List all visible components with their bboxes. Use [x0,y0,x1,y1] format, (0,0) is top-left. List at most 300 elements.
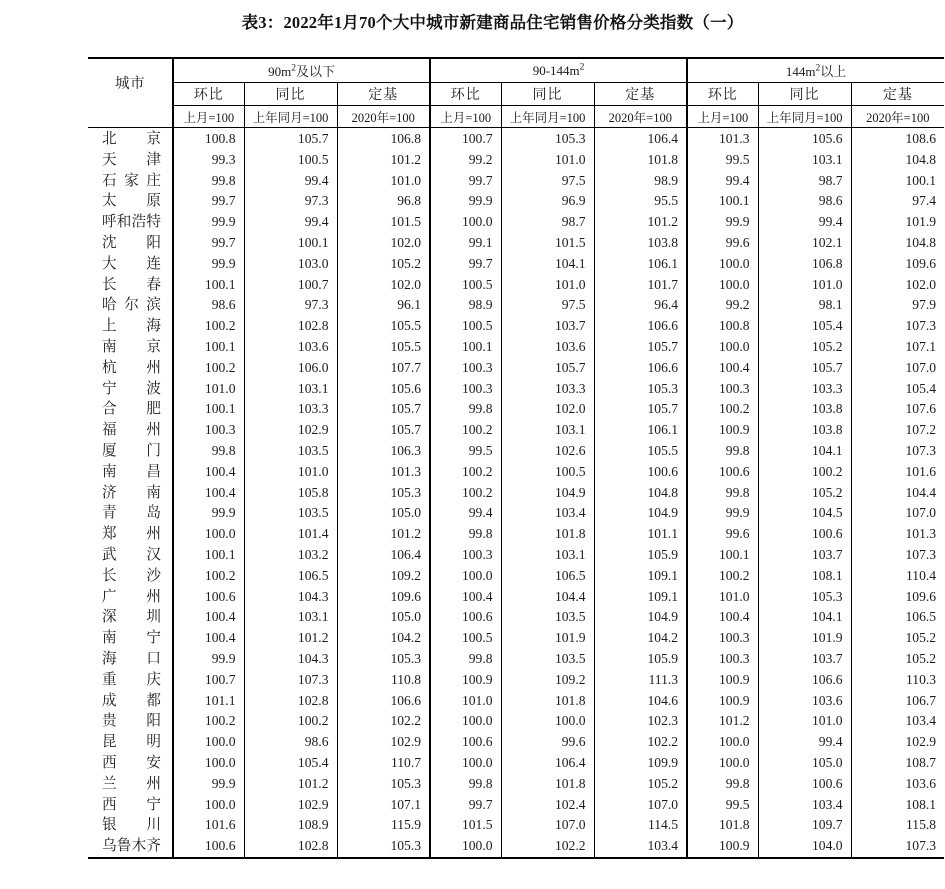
index-value-cell: 101.0 [430,691,501,712]
city-name-cell: 宁波 [102,380,161,397]
index-value-cell: 106.6 [594,358,687,379]
index-value-cell: 96.1 [337,295,430,316]
index-value-cell: 100.6 [594,462,687,483]
city-name-cell: 深圳 [102,609,161,626]
index-value-cell: 105.7 [758,358,851,379]
index-value-cell: 109.2 [501,670,594,691]
index-value-cell: 109.6 [337,587,430,608]
index-value-cell: 100.9 [687,670,758,691]
table-row [88,503,944,524]
index-value-cell: 106.8 [337,128,430,150]
index-value-cell: 101.0 [501,150,594,171]
index-value-cell: 109.1 [594,566,687,587]
index-value-cell: 100.3 [430,358,501,379]
index-value-cell: 105.9 [594,649,687,670]
index-value-cell: 106.5 [244,566,337,587]
index-value-cell: 104.9 [501,483,594,504]
index-value-cell: 99.9 [430,191,501,212]
table-row [88,212,944,233]
index-value-cell: 103.4 [758,795,851,816]
index-value-cell: 106.4 [501,753,594,774]
index-value-cell: 99.3 [173,150,244,171]
table-row [88,628,944,649]
index-value-cell: 103.7 [501,316,594,337]
city-name-cell: 大连 [102,255,161,272]
index-value-cell: 99.7 [173,191,244,212]
index-value-cell: 100.4 [173,483,244,504]
index-value-cell: 100.0 [687,275,758,296]
index-value-cell: 99.9 [687,212,758,233]
header-measure-g1-yoy: 同比 [501,83,594,106]
index-value-cell: 101.8 [501,691,594,712]
index-value-cell: 105.4 [244,753,337,774]
index-value-cell: 102.1 [758,233,851,254]
index-value-cell: 99.4 [687,171,758,192]
index-value-cell: 99.8 [430,774,501,795]
index-value-cell: 100.1 [173,275,244,296]
index-value-cell: 103.7 [758,649,851,670]
index-value-cell: 103.1 [501,420,594,441]
index-value-cell: 108.7 [851,753,944,774]
index-value-cell: 98.6 [758,191,851,212]
city-name-cell: 福州 [102,422,161,439]
city-name-cell: 银川 [102,817,161,834]
city-name-cell: 乌鲁木齐 [88,836,173,858]
index-value-cell: 102.9 [244,795,337,816]
index-value-cell: 102.4 [501,795,594,816]
city-name-cell: 广州 [102,588,161,605]
index-value-cell: 105.5 [337,316,430,337]
index-value-cell: 101.8 [501,774,594,795]
index-value-cell: 100.2 [173,358,244,379]
index-value-cell: 99.7 [173,233,244,254]
index-value-cell: 103.3 [244,399,337,420]
index-value-cell: 102.0 [337,275,430,296]
index-value-cell: 104.1 [501,254,594,275]
index-value-cell: 100.3 [173,420,244,441]
index-value-cell: 100.4 [430,587,501,608]
index-value-cell: 103.8 [758,399,851,420]
index-value-cell: 100.8 [173,128,244,150]
index-value-cell: 100.4 [687,607,758,628]
index-value-cell: 100.1 [173,545,244,566]
index-value-cell: 101.0 [758,275,851,296]
index-value-cell: 100.2 [173,316,244,337]
index-value-cell: 106.5 [851,607,944,628]
index-value-cell: 106.4 [337,545,430,566]
city-name-cell: 海口 [102,650,161,667]
index-value-cell: 102.2 [337,711,430,732]
index-value-cell: 115.8 [851,815,944,836]
index-value-cell: 107.2 [851,420,944,441]
index-value-cell: 107.0 [594,795,687,816]
index-value-cell: 101.2 [337,524,430,545]
index-value-cell: 104.8 [851,150,944,171]
header-base-g0-base: 2020年=100 [337,106,430,128]
index-value-cell: 101.8 [501,524,594,545]
index-value-cell: 106.6 [758,670,851,691]
index-value-cell: 100.2 [758,462,851,483]
index-value-cell: 105.7 [594,337,687,358]
index-value-cell: 99.8 [430,524,501,545]
index-value-cell: 100.8 [687,316,758,337]
index-value-cell: 100.0 [501,711,594,732]
city-name-cell: 天津 [102,151,161,168]
header-measure-g0-base: 定基 [337,83,430,106]
index-value-cell: 105.4 [758,316,851,337]
index-value-cell: 105.3 [501,128,594,150]
index-value-cell: 103.6 [851,774,944,795]
index-value-cell: 105.7 [501,358,594,379]
index-value-cell: 105.3 [758,587,851,608]
index-value-cell: 110.4 [851,566,944,587]
index-value-cell: 103.6 [244,337,337,358]
index-value-cell: 100.0 [173,524,244,545]
index-value-cell: 105.3 [337,836,430,858]
table-row [88,545,944,566]
index-value-cell: 103.4 [594,836,687,858]
index-value-cell: 101.8 [687,815,758,836]
index-value-cell: 97.3 [244,295,337,316]
index-value-cell: 100.3 [687,649,758,670]
index-value-cell: 102.8 [244,316,337,337]
index-value-cell: 100.0 [687,732,758,753]
header-row-groups [88,58,944,83]
index-value-cell: 100.9 [430,670,501,691]
index-value-cell: 100.0 [173,795,244,816]
index-value-cell: 100.0 [687,753,758,774]
index-value-cell: 100.4 [173,628,244,649]
index-value-cell: 101.5 [430,815,501,836]
index-value-cell: 101.5 [337,212,430,233]
index-value-cell: 100.5 [430,628,501,649]
index-value-cell: 102.0 [337,233,430,254]
header-measure-g2-base: 定基 [851,83,944,106]
index-value-cell: 99.9 [173,254,244,275]
index-value-cell: 99.7 [430,254,501,275]
index-value-cell: 107.3 [851,545,944,566]
index-value-cell: 105.7 [244,128,337,150]
index-value-cell: 109.2 [337,566,430,587]
index-value-cell: 100.1 [173,337,244,358]
index-value-cell: 104.2 [337,628,430,649]
table-body [88,128,944,858]
header-base-g2-base: 2020年=100 [851,106,944,128]
index-value-cell: 103.4 [851,711,944,732]
index-value-cell: 100.0 [430,566,501,587]
index-value-cell: 103.8 [758,420,851,441]
index-value-cell: 101.8 [594,150,687,171]
index-value-cell: 98.7 [758,171,851,192]
index-value-cell: 103.3 [758,379,851,400]
table-row [88,337,944,358]
header-row-measures [88,83,944,106]
index-value-cell: 100.9 [687,691,758,712]
index-value-cell: 103.3 [501,379,594,400]
index-value-cell: 104.9 [594,607,687,628]
header-measure-g1-mom: 环比 [430,83,501,106]
city-name-cell: 青岛 [102,505,161,522]
index-value-cell: 114.5 [594,815,687,836]
header-base-g2-mom: 上月=100 [687,106,758,128]
index-value-cell: 99.8 [687,441,758,462]
table-row [88,275,944,296]
city-name-cell: 成都 [102,692,161,709]
index-value-cell: 100.6 [758,774,851,795]
index-value-cell: 102.2 [501,836,594,858]
index-value-cell: 99.8 [173,171,244,192]
header-base-g1-mom: 上月=100 [430,106,501,128]
index-value-cell: 105.3 [337,774,430,795]
index-value-cell: 100.0 [430,212,501,233]
index-value-cell: 103.8 [594,233,687,254]
index-value-cell: 102.6 [501,441,594,462]
index-value-cell: 98.7 [501,212,594,233]
index-value-cell: 100.6 [430,732,501,753]
index-value-cell: 102.9 [851,732,944,753]
index-value-cell: 103.6 [758,691,851,712]
table-row [88,836,944,858]
index-value-cell: 104.6 [594,691,687,712]
index-value-cell: 97.5 [501,295,594,316]
index-value-cell: 99.9 [687,503,758,524]
index-value-cell: 104.4 [851,483,944,504]
index-value-cell: 100.2 [173,711,244,732]
index-value-cell: 102.9 [337,732,430,753]
index-value-cell: 107.1 [851,337,944,358]
city-name-cell: 哈尔滨 [102,297,161,314]
index-value-cell: 100.3 [687,379,758,400]
index-value-cell: 104.1 [758,607,851,628]
table-row [88,441,944,462]
city-name-cell: 杭州 [102,359,161,376]
index-value-cell: 100.1 [687,545,758,566]
index-value-cell: 97.3 [244,191,337,212]
index-value-cell: 100.2 [687,399,758,420]
table-row [88,128,944,150]
index-value-cell: 99.8 [173,441,244,462]
index-value-cell: 101.2 [594,212,687,233]
index-value-cell: 106.1 [594,420,687,441]
index-value-cell: 104.0 [758,836,851,858]
city-name-cell: 石家庄 [102,172,161,189]
index-value-cell: 96.9 [501,191,594,212]
index-value-cell: 102.8 [244,836,337,858]
index-value-cell: 103.7 [758,545,851,566]
index-value-cell: 107.3 [851,836,944,858]
index-value-cell: 98.9 [594,171,687,192]
table-row [88,316,944,337]
index-value-cell: 99.5 [430,441,501,462]
index-value-cell: 98.6 [173,295,244,316]
table-row [88,150,944,171]
index-value-cell: 100.1 [173,399,244,420]
index-value-cell: 105.0 [337,503,430,524]
city-name-cell: 西宁 [102,796,161,813]
index-value-cell: 106.1 [594,254,687,275]
index-value-cell: 101.9 [501,628,594,649]
table-row [88,358,944,379]
index-value-cell: 103.5 [501,607,594,628]
index-value-cell: 96.8 [337,191,430,212]
city-name-cell: 南昌 [102,463,161,480]
index-value-cell: 102.0 [501,399,594,420]
header-measure-g1-base: 定基 [594,83,687,106]
index-value-cell: 102.2 [594,732,687,753]
index-value-cell: 102.9 [244,420,337,441]
table-row [88,732,944,753]
index-value-cell: 109.7 [758,815,851,836]
index-value-cell: 105.4 [851,379,944,400]
index-value-cell: 104.1 [758,441,851,462]
index-value-cell: 100.0 [430,753,501,774]
index-value-cell: 99.8 [687,483,758,504]
index-value-cell: 102.0 [851,275,944,296]
index-value-cell: 110.8 [337,670,430,691]
city-name-cell: 武汉 [102,546,161,563]
header-city: 城市 [88,58,173,106]
index-value-cell: 100.2 [687,566,758,587]
index-value-cell: 105.7 [337,399,430,420]
index-value-cell: 100.0 [430,711,501,732]
index-value-cell: 106.4 [594,128,687,150]
index-value-cell: 105.5 [337,337,430,358]
city-name-cell: 南宁 [102,630,161,647]
header-base-g0-mom: 上月=100 [173,106,244,128]
index-value-cell: 105.7 [337,420,430,441]
index-value-cell: 101.1 [594,524,687,545]
index-value-cell: 99.2 [430,150,501,171]
index-value-cell: 98.9 [430,295,501,316]
city-name-cell: 呼和浩特 [102,214,161,231]
table-row [88,379,944,400]
index-value-cell: 101.9 [851,212,944,233]
table-row [88,753,944,774]
index-value-cell: 100.6 [173,836,244,858]
index-value-cell: 97.9 [851,295,944,316]
index-value-cell: 104.3 [244,649,337,670]
header-group-1: $90-144m^2$ [430,58,687,83]
index-value-cell: 100.5 [244,150,337,171]
index-value-cell: 104.8 [594,483,687,504]
index-value-cell: 99.9 [173,649,244,670]
price-index-table [88,57,944,859]
index-value-cell: 106.3 [337,441,430,462]
index-value-cell: 105.2 [851,649,944,670]
index-value-cell: 97.4 [851,191,944,212]
index-value-cell: 99.7 [430,795,501,816]
index-value-cell: 105.9 [594,545,687,566]
header-row-bases [88,106,944,128]
index-value-cell: 99.5 [687,795,758,816]
index-value-cell: 100.0 [687,337,758,358]
city-name-cell: 贵阳 [102,713,161,730]
table-row [88,587,944,608]
index-value-cell: 105.2 [337,254,430,275]
index-value-cell: 100.3 [430,379,501,400]
index-value-cell: 107.1 [337,795,430,816]
index-value-cell: 99.8 [430,399,501,420]
index-value-cell: 96.4 [594,295,687,316]
index-value-cell: 100.6 [430,607,501,628]
index-table-container [88,57,937,859]
index-value-cell: 107.3 [851,441,944,462]
table-row [88,171,944,192]
header-base-g1-yoy: 上年同月=100 [501,106,594,128]
index-value-cell: 105.3 [337,649,430,670]
index-value-cell: 100.4 [173,462,244,483]
index-value-cell: 101.6 [851,462,944,483]
table-row [88,420,944,441]
index-value-cell: 99.8 [430,649,501,670]
index-value-cell: 101.5 [501,233,594,254]
index-value-cell: 104.5 [758,503,851,524]
index-value-cell: 105.0 [337,607,430,628]
index-value-cell: 105.8 [244,483,337,504]
index-value-cell: 109.6 [851,254,944,275]
index-value-cell: 103.5 [244,503,337,524]
index-value-cell: 100.3 [687,628,758,649]
index-value-cell: 99.4 [244,212,337,233]
index-value-cell: 99.6 [687,233,758,254]
index-value-cell: 101.0 [501,275,594,296]
index-value-cell: 105.0 [758,753,851,774]
table-row [88,670,944,691]
index-value-cell: 99.6 [501,732,594,753]
index-value-cell: 101.0 [244,462,337,483]
index-value-cell: 103.1 [758,150,851,171]
index-value-cell: 101.0 [687,587,758,608]
header-measure-g2-mom: 环比 [687,83,758,106]
index-value-cell: 105.3 [594,379,687,400]
table-row [88,566,944,587]
header-base-city [88,106,173,128]
index-value-cell: 98.1 [758,295,851,316]
city-name-cell: 重庆 [102,671,161,688]
index-value-cell: 100.7 [244,275,337,296]
index-value-cell: 100.9 [687,836,758,858]
index-value-cell: 108.1 [851,795,944,816]
city-name-cell: 太原 [102,193,161,210]
city-name-cell: 兰州 [102,775,161,792]
index-value-cell: 103.1 [501,545,594,566]
index-value-cell: 100.6 [173,587,244,608]
index-value-cell: 101.9 [758,628,851,649]
header-measure-g0-yoy: 同比 [244,83,337,106]
index-value-cell: 101.7 [594,275,687,296]
index-value-cell: 100.4 [687,358,758,379]
header-base-g0-yoy: 上年同月=100 [244,106,337,128]
index-value-cell: 103.2 [244,545,337,566]
index-value-cell: 104.8 [851,233,944,254]
index-value-cell: 104.3 [244,587,337,608]
table-row [88,711,944,732]
index-value-cell: 100.2 [430,420,501,441]
index-value-cell: 100.5 [430,275,501,296]
index-value-cell: 100.0 [687,254,758,275]
table-row [88,524,944,545]
header-group-2: $144m^2$以上 [687,58,944,83]
index-value-cell: 115.9 [337,815,430,836]
index-value-cell: 100.9 [687,420,758,441]
index-value-cell: 101.2 [244,774,337,795]
index-value-cell: 101.2 [244,628,337,649]
index-value-cell: 101.6 [173,815,244,836]
index-value-cell: 105.2 [594,774,687,795]
index-value-cell: 97.5 [501,171,594,192]
index-value-cell: 107.3 [851,316,944,337]
index-value-cell: 100.3 [430,545,501,566]
